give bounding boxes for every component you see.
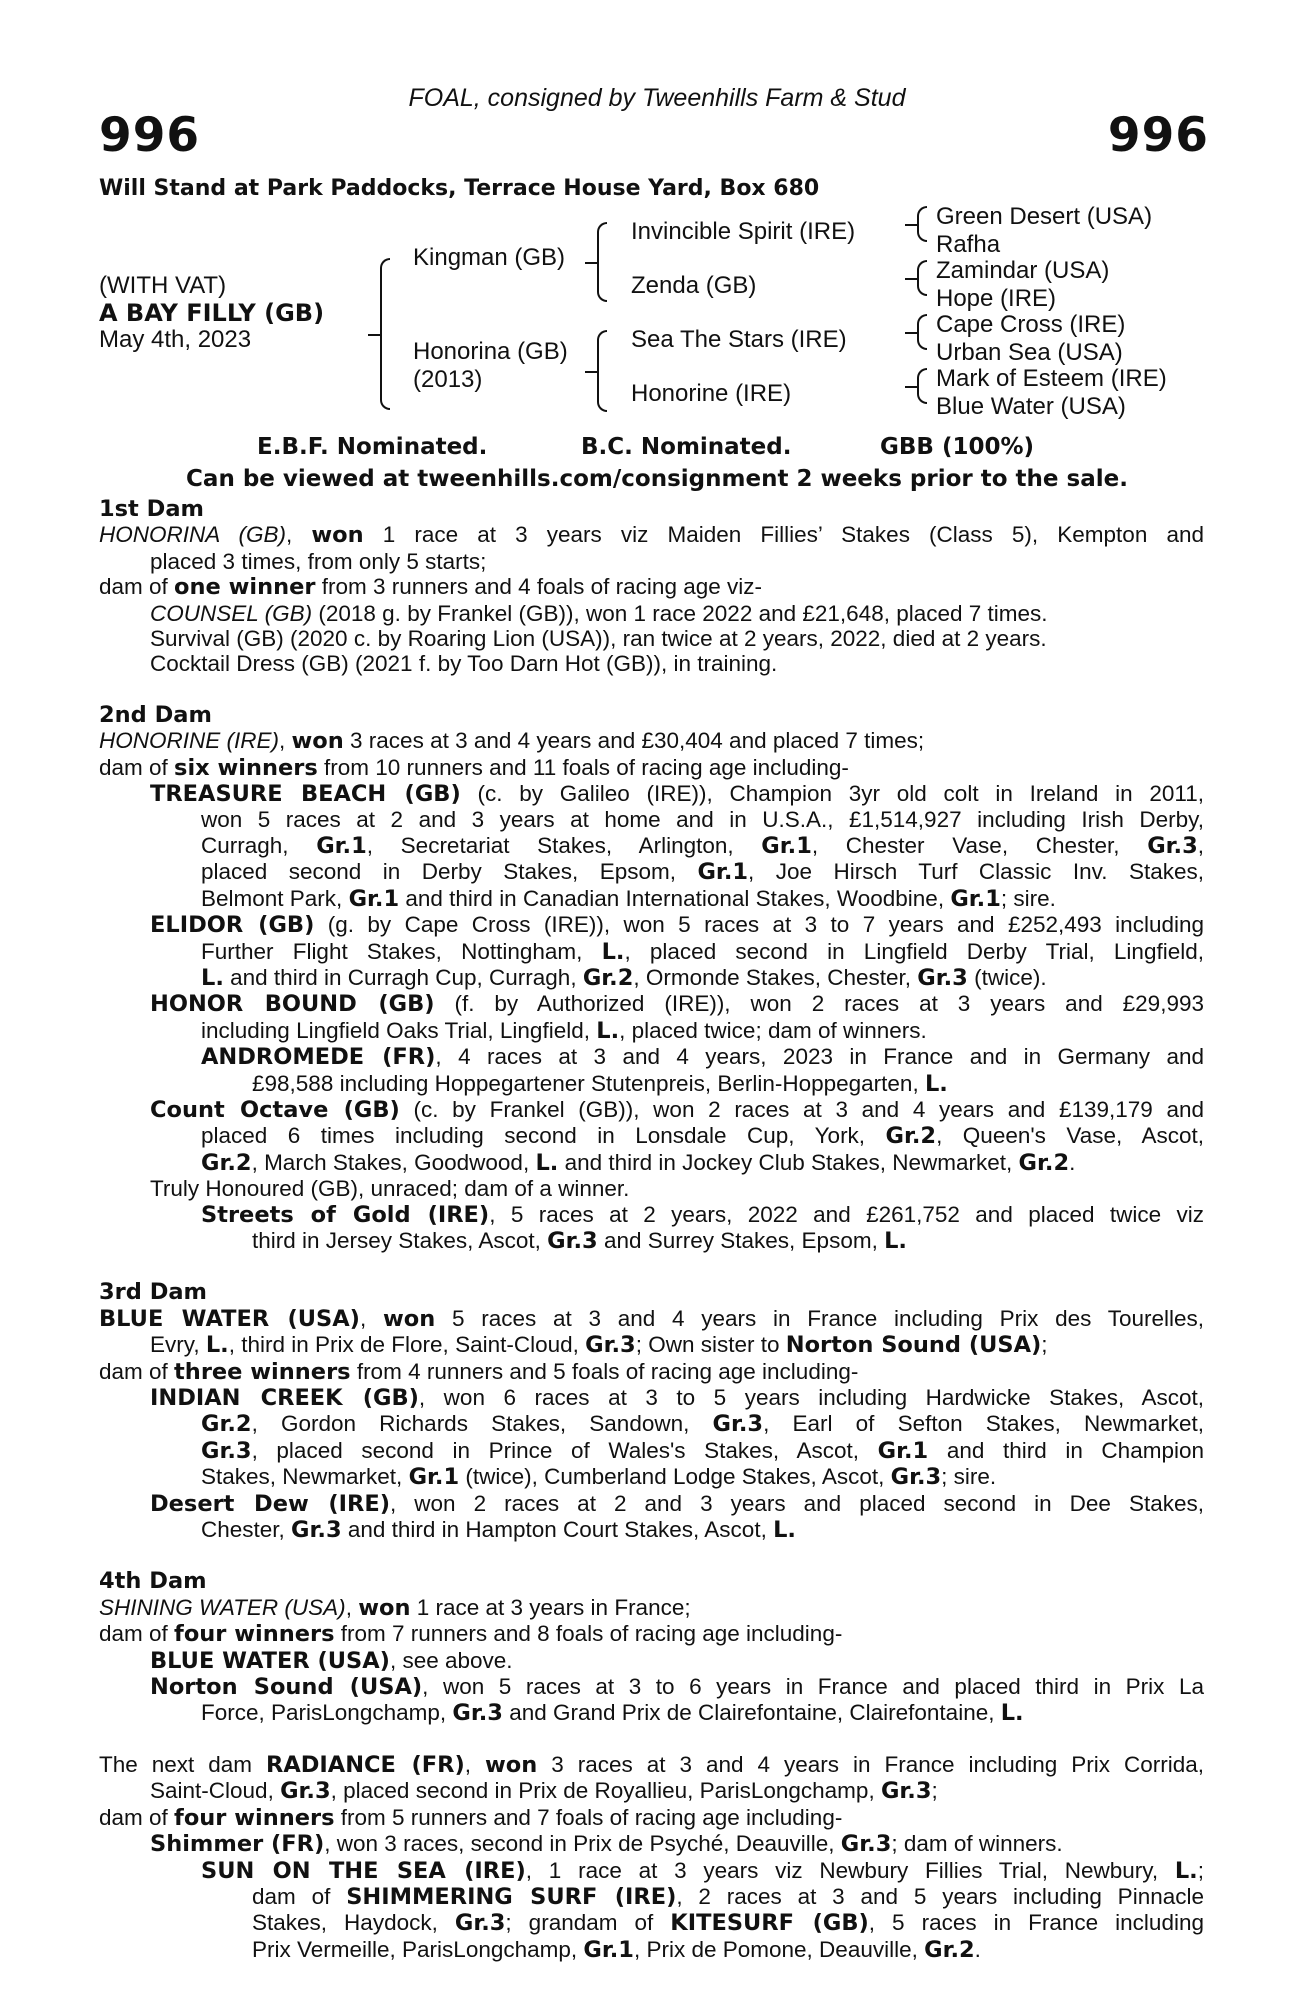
text-run: (g. by Cape Cross (IRE)), won 5 races at 3 to 7 years and £252,493 including xyxy=(314,912,1204,938)
bold-text: four winners xyxy=(174,1804,335,1831)
bold-text: RADIANCE (FR) xyxy=(266,1751,465,1778)
bold-text: Gr.3 xyxy=(452,1700,503,1727)
consignor-line: FOAL, consigned by Tweenhills Farm & Stud xyxy=(408,84,906,112)
bc-nomination: B.C. Nominated. xyxy=(581,434,792,460)
text-run: Evry, xyxy=(150,1332,206,1358)
bold-text: Gr.1 xyxy=(761,832,812,859)
ebf-nomination: E.B.F. Nominated. xyxy=(257,434,488,460)
pedigree-bracket-g2 xyxy=(917,260,927,296)
text-line xyxy=(99,1491,1204,1517)
text-run: , xyxy=(279,728,292,754)
text-run: ; Own sister to xyxy=(635,1332,786,1358)
text-run: (f. by Authorized (IRE)), won 2 races at 3 years and £29,993 xyxy=(434,991,1204,1017)
text-run: and Surrey Stakes, Epsom, xyxy=(597,1227,885,1253)
text-line xyxy=(99,1438,1204,1464)
text-line xyxy=(99,1884,1204,1910)
text-run: , Joe Hirsch Turf Classic Inv. Stakes, xyxy=(748,859,1204,885)
text-run: , Ormonde Stakes, Chester, xyxy=(633,964,918,990)
text-line xyxy=(99,1937,1204,1963)
bold-text: Gr.1 xyxy=(316,832,367,859)
italic-text: HONORINA (GB) xyxy=(99,522,287,548)
bold-text: KITESURF (GB) xyxy=(670,1910,869,1937)
text-run: and Grand Prix de Clairefontaine, Clairefontaine, xyxy=(502,1700,1001,1726)
bold-text: Count Octave (GB) xyxy=(150,1096,400,1123)
text-run: dam of xyxy=(252,1883,347,1909)
bold-text: L. xyxy=(596,1017,620,1044)
bold-text: Gr.1 xyxy=(348,885,400,912)
text-run: from 7 runners and 8 foals of racing age including- xyxy=(334,1621,843,1647)
bold-text: L. xyxy=(1000,1700,1024,1727)
text-line xyxy=(99,1595,1204,1621)
bold-text: Gr.1 xyxy=(408,1464,460,1491)
text-line xyxy=(99,1044,1204,1070)
text-run: , Chester Vase, Chester, xyxy=(811,832,1148,858)
text-run: (twice), Cumberland Lodge Stakes, Ascot, xyxy=(459,1464,891,1490)
dam-name: Honorina (GB) xyxy=(413,338,568,365)
bold-text: Gr.3 xyxy=(280,1778,331,1805)
section-heading xyxy=(99,496,1204,522)
stand-location: Will Stand at Park Paddocks, Terrace House Yard, Box 680 xyxy=(99,176,820,201)
text-run: , xyxy=(359,1305,383,1331)
text-line xyxy=(99,728,1204,754)
text-run: , see above. xyxy=(389,1647,513,1673)
text-run: , third in Prix de Flore, Saint-Cloud, xyxy=(228,1332,586,1358)
bold-text: Gr.3 xyxy=(840,1831,892,1858)
bold-text: BLUE WATER (USA) xyxy=(99,1305,360,1332)
text-line xyxy=(99,1517,1204,1543)
text-line xyxy=(99,1071,1204,1097)
bold-text: Gr.1 xyxy=(583,1936,634,1963)
bold-text: Gr.3 xyxy=(712,1411,764,1438)
text-run: . xyxy=(974,1936,981,1962)
text-run: £98,588 including Hoppegartener Stutenpreis, Berlin-Hoppegarten, xyxy=(252,1070,925,1096)
text-run: third in Jersey Stakes, Ascot, xyxy=(252,1227,548,1253)
text-line xyxy=(99,912,1204,938)
bold-text: L. xyxy=(535,1149,559,1176)
text-run: , Gordon Richards Stakes, Sandown, xyxy=(251,1411,713,1437)
text-run: . xyxy=(1069,1149,1076,1175)
bold-text: L. xyxy=(773,1517,796,1544)
section-spacer xyxy=(99,677,1204,702)
heading-text: 1st Dam xyxy=(99,496,204,522)
text-run: The next dam xyxy=(99,1751,267,1777)
section-spacer xyxy=(99,1254,1204,1279)
heading-text: 2nd Dam xyxy=(99,701,212,728)
text-line xyxy=(99,1910,1204,1936)
bold-text: Gr.3 xyxy=(585,1332,636,1359)
text-line xyxy=(99,1621,1204,1647)
sire-sire: Invincible Spirit (IRE) xyxy=(631,218,856,245)
horse-name: A BAY FILLY (GB) xyxy=(99,299,325,327)
text-run: Survival (GB) (2020 c. by Roaring Lion (USA)), ran twice at 2 years, 2022, died at 2 years. xyxy=(150,626,1047,652)
text-run: Belmont Park, xyxy=(201,885,349,911)
text-run: , 4 races at 3 and 4 years, 2023 in France and in Germany and xyxy=(435,1044,1204,1070)
text-line xyxy=(99,807,1204,832)
bold-text: ANDROMEDE (FR) xyxy=(201,1044,436,1071)
text-run: , xyxy=(1197,832,1205,858)
text-line xyxy=(99,1150,1204,1176)
text-run: , xyxy=(464,1751,485,1777)
bold-text: Gr.2 xyxy=(582,964,634,991)
text-line xyxy=(99,1176,1204,1201)
text-run: , placed second in Lingfield Derby Trial, Lingfield, xyxy=(624,938,1204,964)
text-run: dam of xyxy=(99,1621,175,1647)
text-run: dam of xyxy=(99,1804,175,1830)
italic-text: SHINING WATER (USA) xyxy=(99,1594,346,1620)
ggparent-4: Hope (IRE) xyxy=(936,285,1057,312)
section-heading xyxy=(99,1279,1204,1305)
bold-text: SHIMMERING SURF (IRE) xyxy=(346,1883,677,1910)
text-run: Curragh, xyxy=(201,832,317,858)
bold-text: won xyxy=(358,1594,411,1621)
text-line xyxy=(99,1805,1204,1831)
text-line xyxy=(99,601,1204,626)
text-run: (2018 g. by Frankel (GB)), won 1 race 2022 and £21,648, placed 7 times. xyxy=(312,600,1048,626)
ggparent-3: Zamindar (USA) xyxy=(936,257,1110,284)
bold-text: TREASURE BEACH (GB) xyxy=(150,781,461,808)
bold-text: Gr.2 xyxy=(201,1149,252,1176)
text-run: ; sire. xyxy=(1000,885,1056,911)
text-line xyxy=(99,651,1204,676)
text-run: Prix Vermeille, ParisLongchamp, xyxy=(252,1936,584,1962)
text-line xyxy=(99,1202,1204,1228)
text-run: , Earl of Sefton Stakes, Newmarket, xyxy=(763,1411,1204,1437)
text-run: ; grandam of xyxy=(505,1910,671,1936)
text-run: Saint-Cloud, xyxy=(150,1778,281,1804)
text-line xyxy=(99,1858,1204,1884)
text-run: from 5 runners and 7 foals of racing age including- xyxy=(334,1804,843,1830)
text-run: dam of xyxy=(99,1358,175,1384)
text-run: , Queen's Vase, Ascot, xyxy=(936,1123,1204,1149)
bold-text: Gr.3 xyxy=(454,1910,506,1937)
bold-text: Gr.2 xyxy=(1018,1149,1070,1176)
italic-text: HONORINE (IRE) xyxy=(99,728,279,754)
bold-text: one winner xyxy=(174,574,316,601)
ggparent-6: Urban Sea (USA) xyxy=(936,339,1123,366)
text-run: placed second in Derby Stakes, Epsom, xyxy=(201,859,698,885)
text-line xyxy=(99,1359,1204,1385)
bold-text: Gr.2 xyxy=(885,1123,937,1150)
text-run: , won 3 races, second in Prix de Psyché, Deauville, xyxy=(324,1831,841,1857)
bold-text: L. xyxy=(1174,1857,1198,1884)
text-line xyxy=(99,965,1204,991)
dam-dam: Honorine (IRE) xyxy=(631,380,792,407)
pedigree-bracket-g3 xyxy=(917,314,927,350)
bold-text: won xyxy=(485,1751,538,1778)
text-line xyxy=(99,859,1204,885)
text-run: placed 6 times including second in Lonsdale Cup, York, xyxy=(201,1123,886,1149)
text-line xyxy=(99,755,1204,781)
text-run: (c. by Galileo (IRE)), Champion 3yr old colt in Ireland in 2011, xyxy=(460,781,1204,807)
bold-text: SUN ON THE SEA (IRE) xyxy=(201,1857,526,1884)
sire-name: Kingman (GB) xyxy=(413,244,566,271)
text-run: ; xyxy=(1197,1857,1204,1883)
bold-text: won xyxy=(311,522,364,549)
text-run: placed 3 times, from only 5 starts; xyxy=(150,548,487,574)
bold-text: HONOR BOUND (GB) xyxy=(150,991,435,1018)
text-run: Chester, xyxy=(201,1517,292,1543)
text-run: won 5 races at 2 and 3 years at home and in U.S.A., £1,514,927 including Irish Derby, xyxy=(201,807,1204,833)
bold-text: Gr.2 xyxy=(201,1411,252,1438)
text-line xyxy=(99,1123,1204,1149)
text-line xyxy=(99,549,1204,574)
text-run: from 4 runners and 5 foals of racing age including- xyxy=(350,1358,859,1384)
text-run: from 3 runners and 4 foals of racing age viz- xyxy=(315,574,762,600)
text-line xyxy=(99,833,1204,859)
text-run: ; xyxy=(1041,1332,1048,1358)
section-heading xyxy=(99,1568,1204,1594)
text-run: , 5 races at 2 years, 2022 and £261,752 and placed twice viz xyxy=(489,1201,1204,1227)
text-line xyxy=(99,1385,1204,1411)
bold-text: Gr.1 xyxy=(697,859,749,886)
ggparent-2: Rafha xyxy=(936,231,1001,258)
pedigree-bracket-g4 xyxy=(917,368,927,404)
text-run: , 1 race at 3 years viz Newbury Fillies Trial, Newbury, xyxy=(525,1857,1175,1883)
text-run: and third in Champion xyxy=(928,1437,1204,1463)
ggparent-8: Blue Water (USA) xyxy=(936,393,1126,420)
text-line xyxy=(99,1306,1204,1332)
ggparent-5: Cape Cross (IRE) xyxy=(936,311,1126,338)
text-run: , placed second in Prix de Royallieu, ParisLongchamp, xyxy=(330,1778,881,1804)
bold-text: Gr.3 xyxy=(201,1437,252,1464)
text-line xyxy=(99,1411,1204,1437)
text-run: , xyxy=(345,1594,359,1620)
text-line xyxy=(99,1332,1204,1358)
text-run: , xyxy=(286,522,312,548)
bold-text: Shimmer (FR) xyxy=(150,1831,325,1858)
bold-text: Gr.1 xyxy=(877,1437,929,1464)
bold-text: six winners xyxy=(174,754,318,781)
bold-text: Gr.3 xyxy=(880,1778,932,1805)
pedigree-bracket-main xyxy=(380,258,390,410)
dam-year: (2013) xyxy=(413,366,483,393)
vat-note: (WITH VAT) xyxy=(99,272,227,299)
text-line xyxy=(99,939,1204,965)
lot-number-right: 996 xyxy=(1107,108,1209,163)
text-run: , placed second in Prince of Wales's Stakes, Ascot, xyxy=(251,1437,878,1463)
text-run: and third in Jockey Club Stakes, Newmarket, xyxy=(558,1149,1019,1175)
bold-text: L. xyxy=(884,1227,907,1254)
text-run: including Lingfield Oaks Trial, Lingfield, xyxy=(201,1017,597,1043)
pedigree-bracket-sire xyxy=(597,222,607,302)
bold-text: Norton Sound (USA) xyxy=(785,1332,1042,1359)
bold-text: Gr.3 xyxy=(917,964,968,991)
text-run: Stakes, Haydock, xyxy=(252,1910,455,1936)
bold-text: L. xyxy=(924,1070,948,1097)
text-run: and third in Canadian International Stakes, Woodbine, xyxy=(399,885,951,911)
dam-sire: Sea The Stars (IRE) xyxy=(631,326,847,353)
text-run: 1 race at 3 years viz Maiden Fillies’ Stakes (Class 5), Kempton and xyxy=(363,522,1204,548)
ggparent-1: Green Desert (USA) xyxy=(936,203,1153,230)
text-line xyxy=(99,1700,1204,1726)
text-run: 5 races at 3 and 4 years in France including Prix des Tourelles, xyxy=(435,1305,1204,1331)
text-line xyxy=(99,626,1204,651)
text-run: dam of xyxy=(99,574,175,600)
bold-text: four winners xyxy=(174,1621,335,1648)
text-line xyxy=(99,1648,1204,1674)
text-run: ; xyxy=(931,1778,938,1804)
bold-text: Gr.2 xyxy=(924,1936,975,1963)
text-run: Further Flight Stakes, Nottingham, xyxy=(201,938,602,964)
text-run: , 2 races at 3 and 5 years including Pinnacle xyxy=(676,1883,1204,1909)
text-line xyxy=(99,522,1204,548)
text-line xyxy=(99,1228,1204,1254)
bold-text: Desert Dew (IRE) xyxy=(150,1490,391,1517)
catalogue-pedigree-text xyxy=(99,496,1204,1963)
bold-text: Norton Sound (USA) xyxy=(150,1674,423,1701)
text-run: , 5 races in France including xyxy=(868,1910,1204,1936)
text-line xyxy=(99,886,1204,912)
text-run: , Secretariat Stakes, Arlington, xyxy=(366,832,762,858)
section-heading xyxy=(99,702,1204,728)
pedigree-bracket-dam xyxy=(597,330,607,412)
text-line xyxy=(99,1018,1204,1044)
text-line xyxy=(99,1097,1204,1123)
bold-text: Gr.3 xyxy=(547,1227,598,1254)
text-line xyxy=(99,991,1204,1017)
text-run: 1 race at 3 years in France; xyxy=(410,1594,691,1620)
bold-text: Gr.1 xyxy=(950,885,1001,912)
text-run: dam of xyxy=(99,754,175,780)
bold-text: Gr.3 xyxy=(1147,832,1198,859)
text-run: , won 5 races at 3 to 6 years in France and placed third in Prix La xyxy=(422,1674,1204,1700)
section-spacer xyxy=(99,1543,1204,1568)
text-run: Cocktail Dress (GB) (2021 f. by Too Darn Hot (GB)), in training. xyxy=(150,651,778,677)
text-run: and third in Curragh Cup, Curragh, xyxy=(223,964,583,990)
bold-text: L. xyxy=(601,938,625,965)
section-spacer xyxy=(99,1727,1204,1752)
bold-text: BLUE WATER (USA) xyxy=(150,1647,390,1674)
heading-text: 3rd Dam xyxy=(99,1279,207,1306)
bold-text: won xyxy=(382,1305,436,1332)
text-run: , Prix de Pomone, Deauville, xyxy=(633,1936,925,1962)
foaling-date: May 4th, 2023 xyxy=(99,326,252,353)
text-line xyxy=(99,1752,1204,1778)
text-run: , March Stakes, Goodwood, xyxy=(251,1149,536,1175)
text-run: from 10 runners and 11 foals of racing age including- xyxy=(317,754,849,780)
heading-text: 4th Dam xyxy=(99,1568,207,1595)
bold-text: won xyxy=(291,728,344,755)
bold-text: Streets of Gold (IRE) xyxy=(201,1201,490,1228)
lot-number-left: 996 xyxy=(99,108,201,163)
bold-text: INDIAN CREEK (GB) xyxy=(150,1385,419,1411)
text-run: , won 2 races at 2 and 3 years and placed second in Dee Stakes, xyxy=(390,1490,1204,1516)
text-run: , placed twice; dam of winners. xyxy=(619,1017,927,1043)
text-line xyxy=(99,1674,1204,1700)
text-run: ; dam of winners. xyxy=(891,1831,1063,1857)
gbb-status: GBB (100%) xyxy=(880,434,1035,460)
text-run: 3 races at 3 and 4 years and £30,404 and placed 7 times; xyxy=(343,728,925,754)
text-line xyxy=(99,1778,1204,1804)
ggparent-7: Mark of Esteem (IRE) xyxy=(936,365,1167,392)
text-run: Truly Honoured (GB), unraced; dam of a winner. xyxy=(150,1176,630,1202)
text-run: and third in Hampton Court Stakes, Ascot, xyxy=(341,1517,774,1543)
text-line xyxy=(99,781,1204,807)
bold-text: Gr.3 xyxy=(291,1517,342,1544)
text-line xyxy=(99,1464,1204,1490)
text-run: , won 6 races at 3 to 5 years including Hardwicke Stakes, Ascot, xyxy=(418,1385,1204,1410)
bold-text: L. xyxy=(205,1332,229,1359)
bold-text: three winners xyxy=(174,1358,351,1385)
italic-text: COUNSEL (GB) xyxy=(150,600,313,626)
text-run: Force, ParisLongchamp, xyxy=(201,1700,453,1726)
text-run: (twice). xyxy=(967,964,1047,990)
text-run: Stakes, Newmarket, xyxy=(201,1464,409,1490)
text-run: ; sire. xyxy=(941,1464,997,1490)
text-line xyxy=(99,1831,1204,1857)
sire-dam: Zenda (GB) xyxy=(631,272,757,299)
bold-text: ELIDOR (GB) xyxy=(150,912,315,939)
text-run: (c. by Frankel (GB)), won 2 races at 3 and 4 years and £139,179 and xyxy=(399,1096,1204,1122)
bold-text: L. xyxy=(201,964,224,991)
text-line xyxy=(99,574,1204,600)
viewing-note: Can be viewed at tweenhills.com/consignment 2 weeks prior to the sale. xyxy=(186,466,1128,492)
text-run: 3 races at 3 and 4 years in France including Prix Corrida, xyxy=(537,1751,1205,1777)
pedigree-bracket-g1 xyxy=(917,206,927,242)
bold-text: Gr.3 xyxy=(890,1464,942,1491)
